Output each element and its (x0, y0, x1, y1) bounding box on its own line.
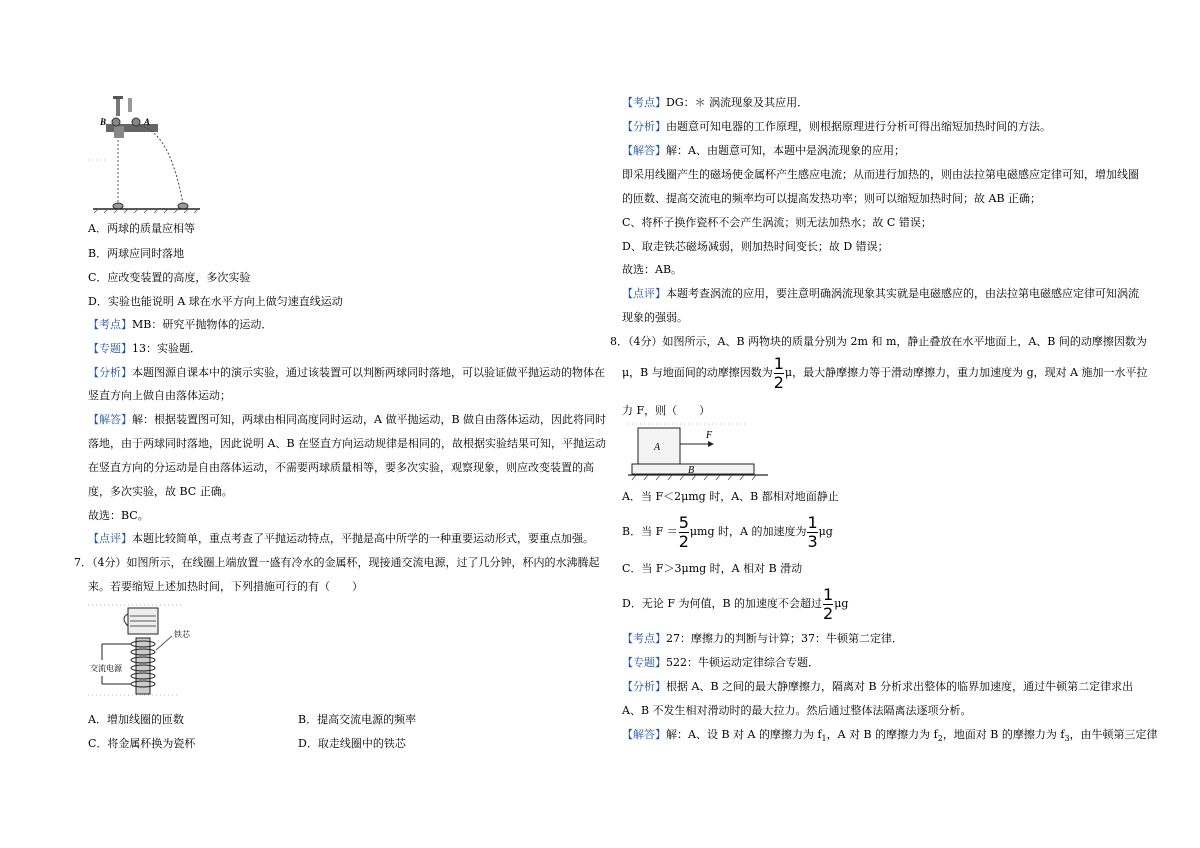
q8-jieda-part3: ，地面对 B 的摩擦力为 f (942, 728, 1065, 741)
induction-heating-figure (88, 600, 228, 700)
jieda-tag: 【解答】 (88, 413, 132, 426)
q6-option-b: B．两球应同时落地 (88, 247, 185, 260)
q8-zhuanti-text: 522：牛顿运动定律综合专题． (666, 656, 819, 669)
q8-fenxi-line2: A、B 不发生相对滑动时的最大拉力。然后通过整体法隔离法逐项分析。 (622, 704, 972, 717)
q6-jieda-text: 解：根据装置图可知，两球由相同高度同时运动，A 做平抛运动，B 做自由落体运动，因此将同时 (132, 413, 607, 426)
fig2-core-label: 铁芯 (174, 630, 190, 639)
q6-dianping-text: 本题比较简单，重点考查了平抛运动特点，平抛是高中所学的一种重要运动形式，要重点加强。 (132, 532, 594, 545)
q7-option-b: B．提高交流电源的频率 (298, 713, 417, 726)
q7-jieda-line5: D、取走铁芯磁场减弱，则加热时间变长；故 D 错误； (622, 240, 889, 253)
frac-den: 2 (678, 531, 689, 551)
q8-jieda-part2: ，A 对 B 的摩擦力为 f (826, 728, 938, 741)
q6-option-c: C．应改变装置的高度，多次实验 (88, 271, 251, 284)
q8-option-c: C．当 F＞3μmg 时，A 相对 B 滑动 (622, 562, 803, 575)
q8-stem-line1: 8．（4分）如图所示，A、B 两物块的质量分别为 2m 和 m，静止叠放在水平地面上，A、B 间的动摩擦因数为 (610, 335, 1147, 348)
q8-stem-line3: 力 F，则（ ） (622, 404, 711, 417)
fraction-five-halves (678, 512, 689, 551)
fenxi-tag: 【分析】 (88, 366, 132, 379)
q8-stem-line2-post: μ，最大静摩擦力等于滑动摩擦力，重力加速度为 g，现对 A 施加一水平拉 (784, 366, 1148, 379)
dianping-tag: 【点评】 (622, 287, 666, 300)
stacked-blocks-figure (628, 422, 768, 482)
frac-den: 3 (807, 531, 818, 551)
q7-jieda-line3: 的匝数、提高交流电的频率均可以提高发热功率；则可以缩短加热时间；故 AB 正确； (622, 192, 1042, 205)
q7-dianping-line1 (622, 287, 1139, 301)
q8-option-b (622, 512, 833, 552)
q8-fenxi-text: 根据 A、B 之间的最大静摩擦力，隔离对 B 分析求出整体的临界加速度，通过牛顿第二定律求出 (666, 680, 1134, 693)
q6-kaodian (88, 318, 272, 332)
fig3-label-a: A (654, 442, 661, 453)
q7-answer: 故选：AB。 (622, 263, 683, 276)
q6-jieda-line1 (88, 413, 606, 427)
q7-jieda-text: 解：A、由题意可知，本题中是涡流现象的应用； (666, 144, 905, 157)
jieda-tag: 【解答】 (622, 144, 666, 157)
frac-den: 2 (823, 603, 834, 623)
q8-stem-line2 (622, 354, 1148, 392)
subscript-3: 3 (1064, 734, 1070, 744)
q6-option-a: A．两球的质量应相等 (88, 222, 195, 235)
q8-option-d-pre: D．无论 F 为何值，B 的加速度不会超过 (622, 597, 823, 610)
q7-jieda-line4: C、将杯子换作瓷杯不会产生涡流；则无法加热水；故 C 错误； (622, 216, 932, 229)
q8-jieda-line1 (622, 728, 1158, 746)
q6-fenxi-line1 (88, 366, 605, 380)
fenxi-tag: 【分析】 (622, 680, 666, 693)
q6-option-d: D．实验也能说明 A 球在水平方向上做匀速直线运动 (88, 295, 343, 308)
fig1-label-b: B (100, 117, 107, 127)
q8-option-a: A．当 F＜2μmg 时，A、B 都相对地面静止 (622, 490, 839, 503)
q6-jieda-line3: 在竖直方向的分运动是自由落体运动，不需要两球质量相等，要多次实验，观察现象，则应改变装置的高 (88, 461, 594, 474)
q7-dianping-text: 本题考查涡流的应用，要注意明确涡流现象其实就是电磁感应的，由法拉第电磁感应定律可知涡流 (666, 287, 1139, 300)
q8-option-d-post: μg (834, 597, 849, 610)
frac-num: 5 (678, 512, 689, 532)
q7-dianping-line2: 现象的强弱。 (622, 311, 688, 324)
q8-kaodian-text: 27：摩擦力的判断与计算；37：牛顿第二定律． (666, 632, 903, 645)
q7-fenxi-text: 由题意可知电器的工作原理，则根据原理进行分析可得出缩短加热时间的方法。 (666, 120, 1051, 133)
q6-fenxi-text: 本题图源自课本中的演示实验，通过该装置可以判断两球同时落地，可以验证做平抛运动的物体在 (132, 366, 605, 379)
q8-fenxi-line1 (622, 680, 1133, 694)
q6-dianping (88, 532, 594, 546)
fig2-power-label: 交流电源 (90, 664, 122, 673)
fraction-one-half (773, 353, 784, 392)
q6-jieda-line4: 度，多次实验，故 BC 正确。 (88, 485, 233, 498)
q6-zhuanti-text: 13：实验题． (132, 342, 201, 355)
frac-den: 2 (773, 372, 784, 392)
q7-stem-line2: 来。若要缩短上述加热时间，下列措施可行的有（ ） (88, 580, 363, 593)
q6-fenxi-line2: 竖直方向上做自由落体运动； (88, 389, 231, 402)
kaodian-tag: 【考点】 (622, 96, 666, 109)
q7-kaodian-text: DG：＊ 涡流现象及其应用． (666, 96, 809, 109)
q7-kaodian (622, 96, 808, 110)
projectile-apparatus-figure (88, 96, 208, 214)
q8-option-b-post: μg (818, 525, 833, 538)
dianping-tag: 【点评】 (88, 532, 132, 545)
q7-jieda-line2: 即采用线圈产生的磁场使金属杯产生感应电流；从而进行加热的，则由法拉第电磁感应定律可知，增加线圈 (622, 168, 1139, 181)
jieda-tag: 【解答】 (622, 728, 666, 741)
q8-jieda-part1: 解：A、设 B 对 A 的摩擦力为 f (666, 728, 822, 741)
fig1-label-a: A (144, 117, 151, 127)
kaodian-tag: 【考点】 (622, 632, 666, 645)
q7-fenxi (622, 120, 1051, 134)
fig3-label-b: B (688, 465, 695, 476)
q6-answer: 故选：BC。 (88, 509, 149, 522)
fenxi-tag: 【分析】 (622, 120, 666, 133)
zhuanti-tag: 【专题】 (88, 342, 132, 355)
q7-jieda-line1 (622, 144, 905, 158)
q6-kaodian-text: MB：研究平抛物体的运动． (132, 318, 273, 331)
subscript-2: 2 (937, 734, 943, 744)
q8-kaodian (622, 632, 903, 646)
fraction-one-half (823, 584, 834, 623)
fig3-label-f: F (706, 430, 713, 441)
q8-option-b-mid: μmg 时，A 的加速度为 (689, 525, 807, 538)
frac-num: 1 (773, 353, 784, 373)
q8-zhuanti (622, 656, 819, 670)
q8-stem-line2-pre: μ，B 与地面间的动摩擦因数为 (622, 366, 773, 379)
q7-option-c: C．将金属杯换为瓷杯 (88, 737, 196, 750)
frac-num: 1 (823, 584, 834, 604)
q8-jieda-part4: ，由牛顿第三定律 (1069, 728, 1158, 741)
q7-stem-line1: 7．（4分）如图所示，在线圈上端放置一盛有冷水的金属杯，现接通交流电源，过了几分钟，杯内的水沸腾起 (74, 556, 600, 569)
fraction-one-third (807, 512, 818, 551)
q8-option-b-pre: B．当 F ＝ (622, 525, 678, 538)
kaodian-tag: 【考点】 (88, 318, 132, 331)
q8-option-d (622, 584, 848, 624)
frac-num: 1 (807, 512, 818, 532)
q6-jieda-line2: 落地，由于两球同时落地，因此说明 A、B 在竖直方向运动规律是相同的，故根据实验结果可知，平抛运动 (88, 437, 607, 450)
q7-option-a: A．增加线圈的匝数 (88, 713, 184, 726)
zhuanti-tag: 【专题】 (622, 656, 666, 669)
q7-option-d: D．取走线圈中的铁芯 (298, 737, 406, 750)
subscript-1: 1 (821, 734, 827, 744)
q6-zhuanti (88, 342, 201, 356)
